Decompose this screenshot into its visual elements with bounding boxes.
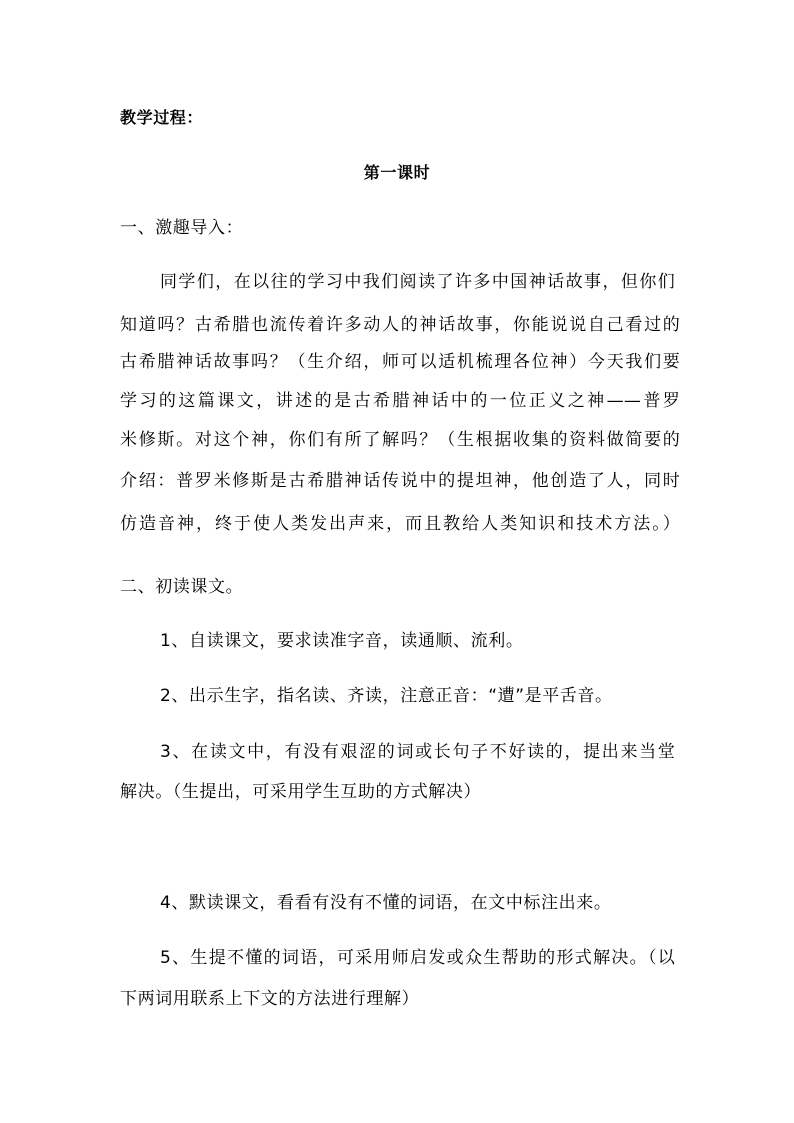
list-item-4: 4、默读课文，看看有没有不懂的词语，在文中标注出来。: [160, 893, 612, 913]
section-1-title: 一、激趣导入：: [120, 218, 244, 238]
section-1-paragraph-line: 米修斯。对这个神，你们有所了解吗？（生根据收集的资料做简要的: [120, 430, 680, 450]
section-1-paragraph-line: 介绍：普罗米修斯是古希腊神话传说中的提坦神，他创造了人，同时: [120, 471, 680, 491]
section-1-paragraph-line: 学习的这篇课文，讲述的是古希腊神话中的一位正义之神——普罗: [120, 391, 680, 411]
list-item-5-line-1: 5、生提不懂的词语，可采用师启发或众生帮助的形式解决。（以: [160, 948, 675, 968]
section-1-paragraph-line: 仿造音神，终于使人类发出声来，而且教给人类知识和技术方法。）: [120, 514, 680, 534]
list-item-1: 1、自读课文，要求读准字音，读通顺、流利。: [160, 631, 524, 651]
list-item-3-line-1: 3、在读文中，有没有艰涩的词或长句子不好读的，提出来当堂: [160, 742, 675, 762]
section-1-paragraph-line: 古希腊神话故事吗？（生介绍，师可以适机梳理各位神）今天我们要: [120, 352, 680, 372]
teaching-process-heading: 教学过程：: [120, 108, 204, 127]
list-item-5-line-2: 下两词用联系上下文的方法进行理解）: [120, 989, 420, 1009]
section-1-paragraph-line: 知道吗？古希腊也流传着许多动人的神话故事，你能说说自己看过的: [120, 315, 680, 335]
section-2-title: 二、初读课文。: [120, 577, 244, 597]
list-item-3-line-2: 解决。（生提出，可采用学生互助的方式解决）: [120, 782, 482, 802]
lesson-title: 第一课时: [363, 163, 431, 182]
list-item-2: 2、出示生字，指名读、齐读，注意正音：“遭”是平舌音。: [160, 686, 613, 706]
section-1-paragraph-line: 同学们，在以往的学习中我们阅读了许多中国神话故事，但你们: [160, 272, 675, 292]
